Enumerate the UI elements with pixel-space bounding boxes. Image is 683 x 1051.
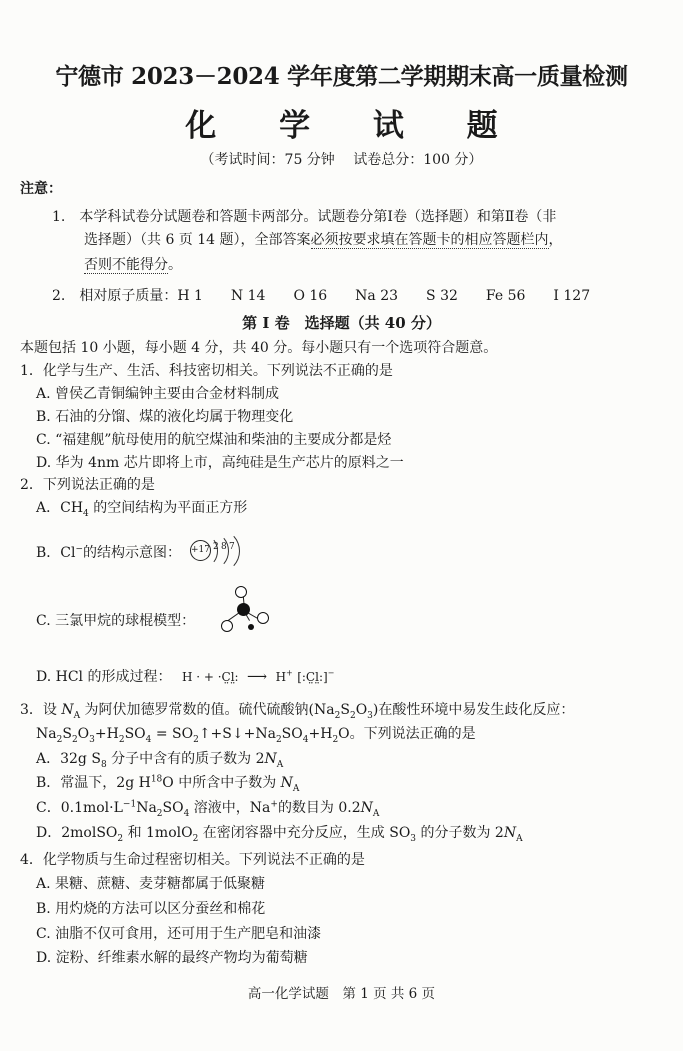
sub-4: 4 <box>302 734 309 745</box>
q4-option-b: B. 用灼烧的方法可以区分蚕丝和棉花 <box>36 901 266 917</box>
na-sub: A <box>292 783 300 794</box>
sub-8: 8 <box>100 759 107 770</box>
q2-d-text: D. HCl 的形成过程： <box>36 669 172 685</box>
q1-option-b: B. 石油的分馏、煤的液化均属于物理变化 <box>36 409 294 425</box>
na-symbol: N <box>503 825 517 841</box>
note-1-text: 选择题）（共 6 页 14 题），全部答案 <box>84 232 311 248</box>
exam-info: （考试时间：75 分钟 试卷总分：100 分） <box>200 152 483 168</box>
note-1-period: 。 <box>168 257 182 273</box>
page-footer: 高一化学试题 第 1 页 共 6 页 <box>247 986 436 1002</box>
section-title: 第 I 卷 选择题（共 40 分） <box>242 314 441 332</box>
q3-c-pre: C．0.1mol·L <box>36 800 123 816</box>
note-1-line-3 <box>84 254 182 274</box>
na-symbol: N <box>61 702 74 718</box>
exam-title: 宁德市 2023－2024 学年度第二学期期末高一质量检测 <box>55 63 628 90</box>
chlorine-atom-right <box>257 612 269 624</box>
q2-d-right-cl: [:C̤l̤:] <box>297 670 328 684</box>
eq-so: SO <box>124 726 146 742</box>
q3-stem-line-1 <box>20 699 574 721</box>
shell-3-count: 7 <box>229 542 235 552</box>
q1-stem: 1．化学与生产、生活、科技密切相关。下列说法不正确的是 <box>20 363 393 379</box>
na-symbol: N <box>264 751 277 767</box>
sub-4: 4 <box>145 734 152 745</box>
q3-d-post: 在密闭容器中充分反应，生成 SO <box>198 825 411 841</box>
carbon-atom <box>237 603 250 616</box>
q2-option-b <box>36 542 181 562</box>
sub-2: 2 <box>56 734 63 745</box>
na-symbol: N <box>280 775 293 791</box>
q3-s1b: 为阿伏加德罗常数的值。硫代硫酸钠(Na <box>80 702 335 718</box>
q2-a-sub: 4 <box>83 508 89 519</box>
note-1-emphasis-2: 否则不能得分 <box>84 257 168 273</box>
sub-2: 2 <box>334 710 341 721</box>
q4-option-a: A. 果糖、蔗糖、麦芽糖都属于低聚糖 <box>36 876 266 892</box>
sub-2: 2 <box>71 734 78 745</box>
sub-2: 2 <box>156 808 163 819</box>
eq-end: O。下列说法正确的是 <box>338 726 476 742</box>
eq-h: +H <box>94 726 119 742</box>
q2-b-pre: B．Cl <box>36 545 76 561</box>
na-sub: A <box>516 833 523 844</box>
q2-d-arrow: ⟶ <box>247 669 268 685</box>
sup-minus1: −1 <box>122 799 137 810</box>
sub-4: 4 <box>183 808 190 819</box>
q3-c-post: 溶液中，Na <box>189 800 271 816</box>
q3-s1a: 3．设 <box>20 702 62 718</box>
q2-b-sup: − <box>75 544 84 555</box>
eq-o: O <box>77 726 90 742</box>
note-1-emphasis: 必须按要求填在答题卡的相应答题栏内 <box>310 232 549 248</box>
q3-c-so: SO <box>162 800 184 816</box>
q3-option-d <box>36 822 523 844</box>
q2-option-a <box>36 497 247 519</box>
q2-option-c: C. 三氯甲烷的球棍模型： <box>36 613 196 629</box>
na-sub: A <box>372 808 380 819</box>
notes-heading: 注意： <box>20 181 62 197</box>
sub-2: 2 <box>117 833 124 844</box>
na-sub: A <box>73 710 81 721</box>
q3-c-na: Na <box>136 800 157 816</box>
q1-option-c: C. “福建舰”航母使用的航空煤油和柴油的主要成分都是烃 <box>36 432 392 448</box>
subject-title: 化 学 试 题 <box>185 108 524 144</box>
q2-d-right-h: H <box>275 670 287 684</box>
q3-option-a <box>36 748 283 770</box>
sub-2: 2 <box>332 734 339 745</box>
q3-option-b <box>36 772 299 794</box>
note-1-line-2 <box>84 229 563 249</box>
eq-s-na: ↑+S↓+Na <box>198 726 276 742</box>
q2-stem: 2．下列说法正确的是 <box>20 477 155 493</box>
sub-2: 2 <box>275 734 282 745</box>
q2-d-right-clsup: − <box>327 668 335 678</box>
q3-s1d: )在酸性环境中易发生歧化反应： <box>372 702 575 718</box>
q2-d-left: H · + ·C̤l̤: <box>181 670 239 684</box>
eq-so2: = SO <box>151 726 194 742</box>
q2-d-right-hsup: + <box>286 668 293 678</box>
q1-option-d: D. 华为 4nm 芯片即将上市，高纯硅是生产芯片的原料之一 <box>36 455 404 471</box>
hydrogen-atom <box>248 624 254 630</box>
sub-3: 3 <box>367 710 373 721</box>
sup-plus: + <box>270 799 278 810</box>
eq-s: S <box>62 726 72 742</box>
note-1-comma: ， <box>548 232 563 248</box>
sub-2: 2 <box>349 710 356 721</box>
q3-option-c <box>36 797 379 819</box>
sub-2: 2 <box>193 734 199 745</box>
q3-a-post: 分子中含有的质子数为 2 <box>106 751 265 767</box>
q2-option-d <box>36 666 334 686</box>
q1-option-a: A. 曾侯乙青铜编钟主要由合金材料制成 <box>36 386 280 402</box>
q3-b-pre: B．常温下，2g H <box>36 775 151 791</box>
chlorine-atom-top <box>235 586 247 598</box>
chlorine-atom-left <box>221 620 233 632</box>
sub-3: 3 <box>89 734 95 745</box>
shell-1-count: 2 <box>213 542 219 552</box>
sup-18: 18 <box>150 774 163 785</box>
na-symbol: N <box>360 800 373 816</box>
section-intro: 本题包括 10 小题，每小题 4 分，共 40 分。每小题只有一个选项符合题意。 <box>20 340 498 356</box>
q3-s1c: S <box>340 702 350 718</box>
q3-c-end: 的数目为 0.2 <box>277 800 361 816</box>
q3-a-pre: A．32g S <box>36 751 101 767</box>
sub-2: 2 <box>192 833 199 844</box>
q3-b-post: O 中所含中子数为 <box>162 775 281 791</box>
q4-stem: 4．化学物质与生命过程密切相关。下列说法不正确的是 <box>20 852 365 868</box>
eq-na: Na <box>36 726 57 742</box>
chloroform-ball-stick-model <box>220 586 280 640</box>
eq-so4: SO <box>281 726 303 742</box>
sub-2: 2 <box>118 734 125 745</box>
eq-h2o: +H <box>308 726 333 742</box>
q3-d-mid: 和 1molO <box>123 825 193 841</box>
nucleus: +17 <box>190 540 211 561</box>
cl-ion-diagram <box>190 536 240 566</box>
na-sub: A <box>276 759 284 770</box>
q3-d-end: 的分子数为 2 <box>416 825 504 841</box>
q2-b-post: 的结构示意图： <box>83 545 182 561</box>
q3-d-pre: D．2molSO <box>36 825 118 841</box>
q3-o: O <box>355 702 368 718</box>
q2-a-pre: A．CH <box>36 500 84 516</box>
note-2: 2. 相对原子质量：H 1 N 14 O 16 Na 23 S 32 Fe 56 I 127 <box>52 288 591 304</box>
q4-option-c: C. 油脂不仅可食用，还可用于生产肥皂和油漆 <box>36 926 322 942</box>
q2-a-post: 的空间结构为平面正方形 <box>88 500 248 516</box>
q4-option-d: D. 淀粉、纤维素水解的最终产物均为葡萄糖 <box>36 950 308 966</box>
note-1-line-1: 1. 本学科试卷分试题卷和答题卡两部分。试题卷分第Ⅰ卷（选择题）和第Ⅱ卷（非 <box>52 209 557 225</box>
shell-2-count: 8 <box>221 542 227 552</box>
sub-3: 3 <box>410 833 417 844</box>
q3-equation <box>36 723 476 745</box>
